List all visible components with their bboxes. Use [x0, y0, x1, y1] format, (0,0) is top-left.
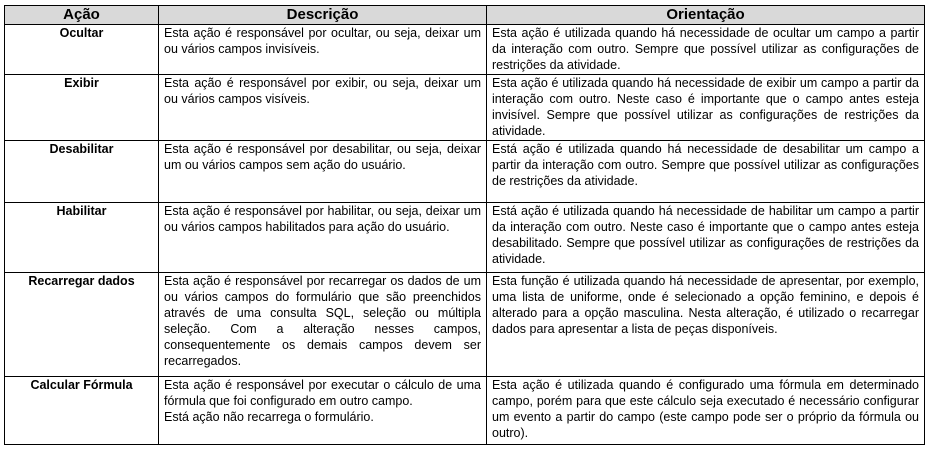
row-action-name: Recarregar dados [5, 273, 159, 377]
table-header-row [5, 6, 925, 25]
row-description: Esta ação é responsável por ocultar, ou seja, deixar um ou vários campos invisíveis. [159, 25, 487, 75]
row-action-name: Exibir [5, 75, 159, 141]
row-action-name: Calcular Fórmula [5, 377, 159, 445]
row-orientation: Esta ação é utilizada quando há necessidade de ocultar um campo a partir da interação com outro. Sempre que possível utilizar as configurações de restrições da atividade. [487, 25, 925, 75]
table-row [5, 203, 925, 273]
row-description: Esta ação é responsável por habilitar, ou seja, deixar um ou vários campos habilitados para ação do usuário. [159, 203, 487, 273]
table-row [5, 25, 925, 75]
row-description: Esta ação é responsável por desabilitar, ou seja, deixar um ou vários campos sem ação do usuário. [159, 141, 487, 203]
row-action-name: Habilitar [5, 203, 159, 273]
row-action-name: Ocultar [5, 25, 159, 75]
row-description: Esta ação é responsável por exibir, ou seja, deixar um ou vários campos visíveis. [159, 75, 487, 141]
header-action: Ação [5, 6, 159, 25]
table-row [5, 273, 925, 377]
row-orientation: Está ação é utilizada quando há necessidade de desabilitar um campo a partir da interação com outro. Sempre que possível utilizar as configurações de restrições da atividade. [487, 141, 925, 203]
table-row [5, 75, 925, 141]
row-orientation: Esta ação é utilizada quando é configurado uma fórmula em determinado campo, porém para que este cálculo seja executado é necessário configurar um evento a partir do campo (este campo pode ser o próprio da fórmula ou outro). [487, 377, 925, 445]
row-orientation: Está ação é utilizada quando há necessidade de habilitar um campo a partir da interação com outro. Neste caso é importante que o campo antes esteja desabilitado. Sempre que possível utilizar as configurações de restrições da atividade. [487, 203, 925, 273]
row-description-note: Está ação não recarrega o formulário. [164, 410, 374, 424]
row-orientation: Esta ação é utilizada quando há necessidade de exibir um campo a partir da interação com outro. Neste caso é importante que o campo antes esteja invisível. Sempre que possível utilizar as configurações de restrições da atividade. [487, 75, 925, 141]
row-orientation: Esta função é utilizada quando há necessidade de apresentar, por exemplo, uma lista de uniforme, onde é selecionado a opção feminino, e depois é alterado para a opção masculina. Nesta alteração, é utilizado o recarregar dados para apresentar a lista de peças disponíveis. [487, 273, 925, 377]
row-description: Esta ação é responsável por recarregar os dados de um ou vários campos do formulário que são preenchidos através de uma consulta SQL, seleção ou múltipla seleção. Com a alteração nesses campos, consequentemente os demais campos devem ser recarregados. [159, 273, 487, 377]
header-description: Descrição [159, 6, 487, 25]
row-description-text: Esta ação é responsável por executar o cálculo de uma fórmula que foi configurado em outro campo. [164, 378, 481, 408]
row-action-name: Desabilitar [5, 141, 159, 203]
row-description [159, 377, 487, 445]
actions-table [4, 5, 925, 445]
table-row [5, 141, 925, 203]
header-orientation: Orientação [487, 6, 925, 25]
table-row [5, 377, 925, 445]
